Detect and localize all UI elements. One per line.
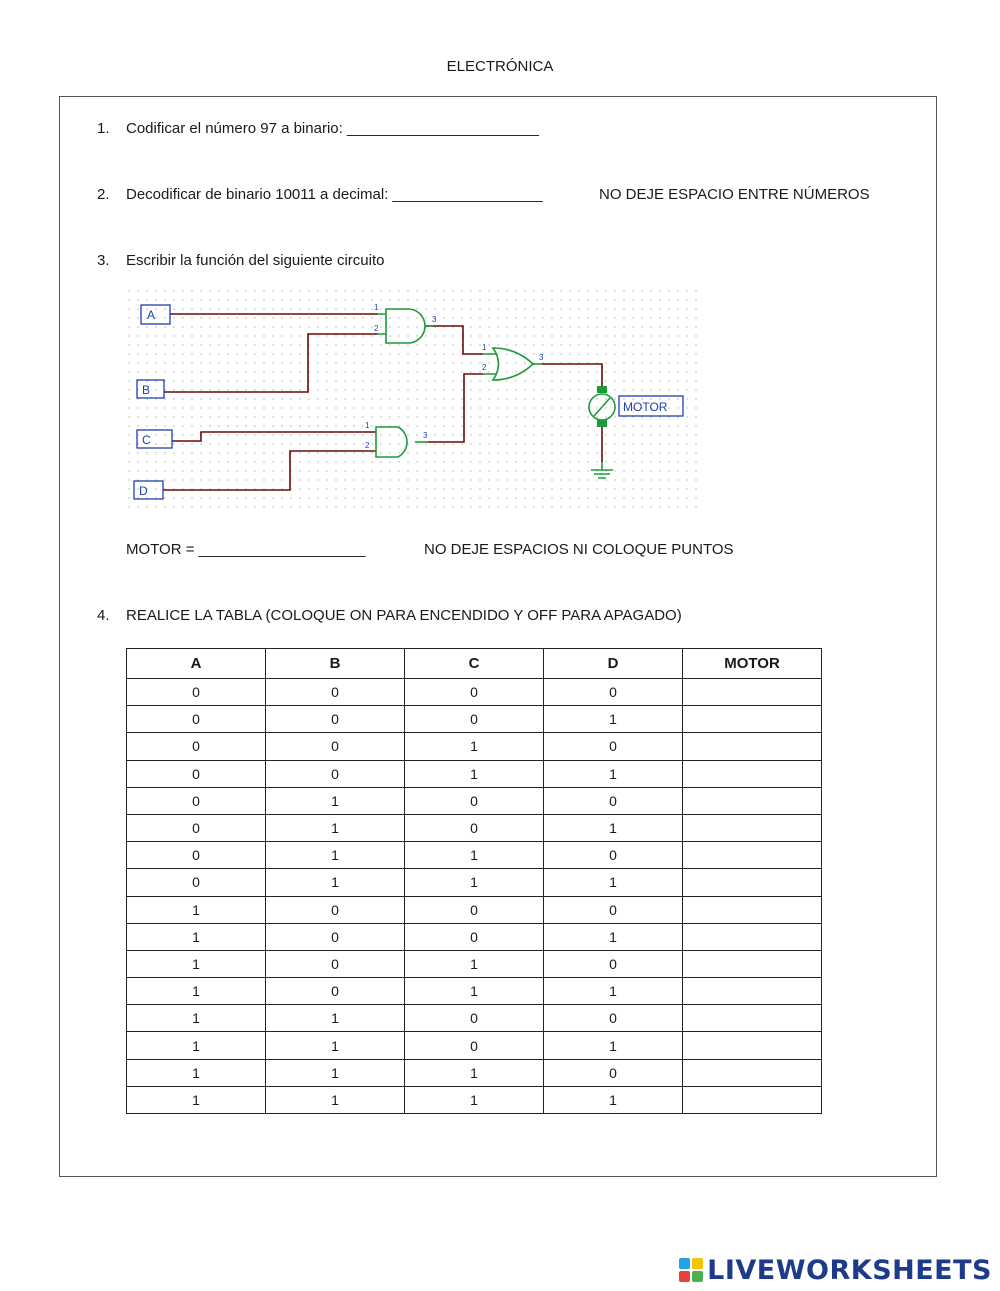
table-cell: 0 (266, 896, 405, 923)
table-cell: 1 (266, 842, 405, 869)
pin-number: 1 (374, 303, 379, 312)
table-cell: 0 (127, 733, 266, 760)
motor-answer-cell[interactable] (683, 896, 822, 923)
table-row (127, 842, 822, 869)
table-cell: 1 (405, 842, 544, 869)
motor-answer-line[interactable]: MOTOR = ____________________ (126, 541, 366, 558)
motor-answer-cell[interactable] (683, 760, 822, 787)
table-cell: 0 (405, 1005, 544, 1032)
question-text: Escribir la función del siguiente circuito (126, 252, 385, 269)
table-cell: 0 (544, 1005, 683, 1032)
table-cell: 1 (405, 1086, 544, 1113)
pin-number: 2 (374, 324, 379, 333)
input-label-d: D (139, 484, 148, 498)
motor-answer-cell[interactable] (683, 1032, 822, 1059)
motor-answer-cell[interactable] (683, 950, 822, 977)
motor-answer-cell[interactable] (683, 1005, 822, 1032)
motor-label: MOTOR (623, 400, 668, 414)
motor-terminal-top (597, 386, 607, 393)
motor-answer-cell[interactable] (683, 1086, 822, 1113)
table-cell: 0 (127, 760, 266, 787)
table-cell: 1 (544, 1086, 683, 1113)
table-cell: 1 (544, 923, 683, 950)
question-number: 3. (97, 252, 110, 269)
table-cell: 0 (127, 787, 266, 814)
table-cell: 0 (405, 706, 544, 733)
table-cell: 0 (544, 842, 683, 869)
table-cell: 1 (405, 1059, 544, 1086)
logo-square (692, 1271, 703, 1282)
pin-number: 3 (539, 353, 544, 362)
motor-answer-cell[interactable] (683, 706, 822, 733)
pin-number: 3 (432, 315, 437, 324)
table-cell: 1 (127, 923, 266, 950)
table-cell: 0 (266, 706, 405, 733)
table-cell: 1 (127, 1032, 266, 1059)
table-row (127, 814, 822, 841)
table-cell: 1 (544, 869, 683, 896)
table-cell: 1 (544, 1032, 683, 1059)
truth-table (126, 648, 822, 1114)
motor-terminal-bottom (597, 420, 607, 427)
table-cell: 0 (405, 896, 544, 923)
table-row (127, 787, 822, 814)
dot-grid-background (128, 290, 698, 515)
logo-square (692, 1258, 703, 1269)
table-row (127, 760, 822, 787)
header-c: C (405, 649, 544, 679)
table-cell: 1 (127, 1086, 266, 1113)
table-row (127, 679, 822, 706)
table-cell: 1 (544, 760, 683, 787)
table-cell: 1 (266, 1086, 405, 1113)
table-cell: 1 (266, 1032, 405, 1059)
motor-answer-cell[interactable] (683, 787, 822, 814)
table-cell: 0 (405, 814, 544, 841)
header-a: A (127, 649, 266, 679)
table-cell: 1 (544, 978, 683, 1005)
table-row (127, 1032, 822, 1059)
table-cell: 1 (266, 787, 405, 814)
table-row (127, 733, 822, 760)
question-2-note: NO DEJE ESPACIO ENTRE NÚMEROS (599, 186, 870, 203)
table-cell: 1 (127, 978, 266, 1005)
liveworksheets-logo-icon (679, 1258, 703, 1282)
table-cell: 1 (127, 1059, 266, 1086)
table-cell: 1 (266, 1005, 405, 1032)
motor-answer-cell[interactable] (683, 978, 822, 1005)
table-cell: 1 (266, 814, 405, 841)
pin-number: 1 (482, 343, 487, 352)
motor-answer-cell[interactable] (683, 842, 822, 869)
header-d: D (544, 649, 683, 679)
table-row (127, 923, 822, 950)
table-cell: 1 (266, 869, 405, 896)
table-cell: 0 (266, 923, 405, 950)
input-label-a: A (147, 308, 156, 322)
table-cell: 0 (127, 869, 266, 896)
table-row (127, 706, 822, 733)
table-cell: 0 (266, 733, 405, 760)
table-row (127, 978, 822, 1005)
table-cell: 1 (127, 1005, 266, 1032)
table-cell: 1 (544, 814, 683, 841)
table-cell: 0 (266, 679, 405, 706)
motor-answer-cell[interactable] (683, 814, 822, 841)
question-number: 2. (97, 186, 110, 203)
table-cell: 0 (544, 950, 683, 977)
header-motor: MOTOR (683, 649, 822, 679)
table-cell: 1 (127, 896, 266, 923)
input-label-b: B (142, 383, 151, 397)
logo-square (679, 1258, 690, 1269)
truth-table-header-row (127, 649, 822, 679)
question-number: 4. (97, 607, 110, 624)
motor-answer-cell[interactable] (683, 869, 822, 896)
logo-square (679, 1271, 690, 1282)
pin-number: 1 (365, 421, 370, 430)
table-cell: 0 (544, 787, 683, 814)
table-row (127, 869, 822, 896)
table-row (127, 1059, 822, 1086)
table-cell: 0 (266, 978, 405, 1005)
brand-name: LIVEWORKSHEETS (707, 1254, 992, 1286)
liveworksheets-brand (679, 1252, 992, 1288)
table-cell: 0 (127, 679, 266, 706)
table-cell: 0 (127, 706, 266, 733)
input-label-c: C (142, 433, 151, 447)
table-cell: 1 (544, 706, 683, 733)
question-text: REALICE LA TABLA (COLOQUE ON PARA ENCENDIDO Y OFF PARA APAGADO) (126, 607, 682, 624)
table-cell: 1 (127, 950, 266, 977)
table-cell: 0 (266, 950, 405, 977)
question-text[interactable]: Codificar el número 97 a binario: _______________________ (126, 120, 539, 137)
table-cell: 0 (127, 842, 266, 869)
table-cell: 1 (405, 978, 544, 1005)
table-cell: 0 (544, 1059, 683, 1086)
table-row (127, 1005, 822, 1032)
table-cell: 0 (405, 679, 544, 706)
table-row (127, 896, 822, 923)
logic-circuit-diagram (128, 290, 698, 515)
table-cell: 1 (266, 1059, 405, 1086)
table-cell: 0 (405, 1032, 544, 1059)
question-text[interactable]: Decodificar de binario 10011 a decimal: __________________ (126, 186, 543, 203)
table-cell: 0 (405, 787, 544, 814)
question-number: 1. (97, 120, 110, 137)
motor-answer-cell[interactable] (683, 679, 822, 706)
table-row (127, 1086, 822, 1113)
table-cell: 0 (127, 814, 266, 841)
table-cell: 1 (405, 869, 544, 896)
motor-answer-cell[interactable] (683, 733, 822, 760)
motor-answer-note: NO DEJE ESPACIOS NI COLOQUE PUNTOS (424, 541, 734, 558)
table-cell: 0 (544, 733, 683, 760)
motor-answer-cell[interactable] (683, 1059, 822, 1086)
table-cell: 0 (544, 896, 683, 923)
pin-number: 2 (482, 363, 487, 372)
page-title: ELECTRÓNICA (446, 58, 554, 75)
pin-number: 2 (365, 441, 370, 450)
header-b: B (266, 649, 405, 679)
table-cell: 1 (405, 760, 544, 787)
table-cell: 0 (544, 679, 683, 706)
table-cell: 0 (266, 760, 405, 787)
pin-number: 3 (423, 431, 428, 440)
table-cell: 1 (405, 733, 544, 760)
motor-answer-cell[interactable] (683, 923, 822, 950)
table-row (127, 950, 822, 977)
table-cell: 0 (405, 923, 544, 950)
table-cell: 1 (405, 950, 544, 977)
